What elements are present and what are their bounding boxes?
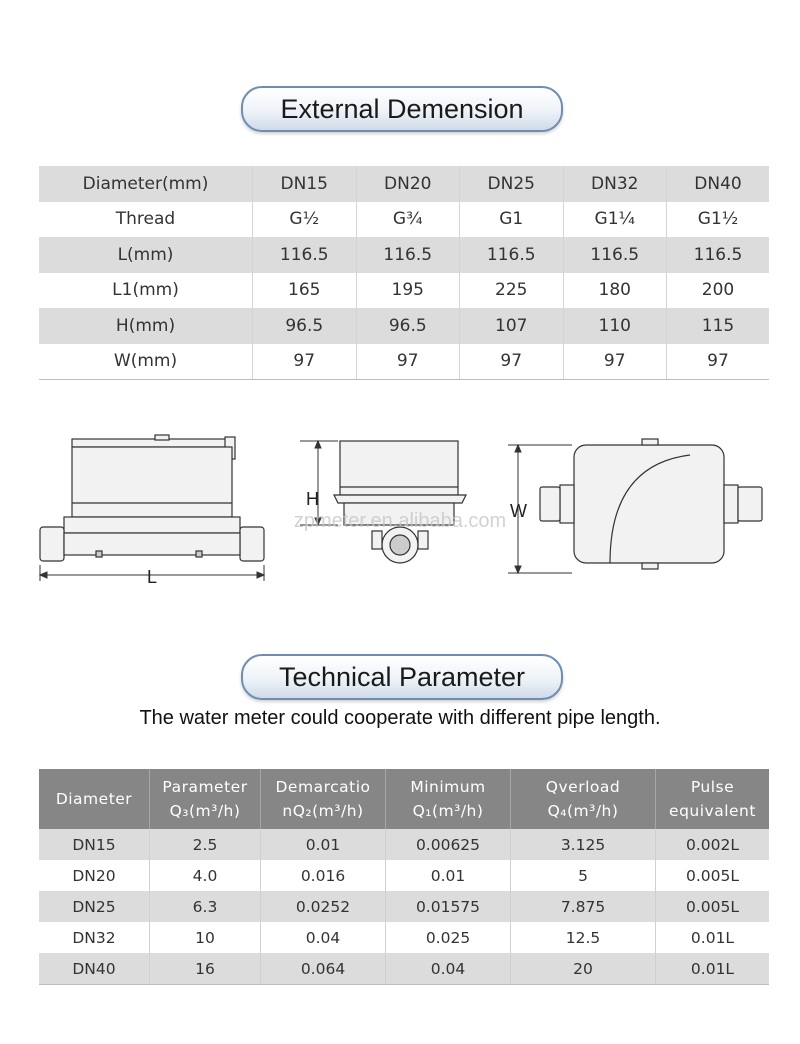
header-pulse: Pulse equivalent [656,769,770,829]
header-diameter: Diameter [39,769,150,829]
table-cell: 5 [511,860,656,891]
table-cell: G1¼ [563,202,667,238]
table-row [39,860,769,891]
header-q4: Qverload Q₄(m³/h) [511,769,656,829]
table-cell: 225 [460,273,564,309]
table-cell: L1(mm) [39,273,253,309]
table-cell: 195 [356,273,460,309]
table-cell: DN32 [563,166,667,202]
table-cell: 116.5 [460,237,564,273]
table-cell: 0.00625 [386,829,511,860]
dimension-table [39,166,769,380]
table-cell: 20 [511,953,656,985]
table-cell: DN25 [39,891,150,922]
width-label: W [510,501,527,521]
table-cell: 6.3 [150,891,261,922]
technical-subtitle: The water meter could cooperate with different pipe length. [139,707,661,729]
table-header-row [39,769,769,829]
table-cell: Diameter(mm) [39,166,253,202]
table-cell: DN40 [667,166,770,202]
table-cell: DN20 [39,860,150,891]
table-cell: 116.5 [667,237,770,273]
table-cell: 97 [460,344,564,380]
table-cell: DN25 [460,166,564,202]
table-cell: 180 [563,273,667,309]
watermark: zpmeter.en.alibaba.com [293,510,507,532]
table-cell: DN20 [356,166,460,202]
table-cell: 110 [563,308,667,344]
meter-dimension-drawings [0,425,800,600]
technical-parameter-table [39,769,769,985]
table-cell: DN32 [39,922,150,953]
table-cell: 16 [150,953,261,985]
table-cell: 0.04 [261,922,386,953]
technical-parameter-title [241,654,563,700]
top-view-drawing [540,439,762,569]
table-row [39,202,769,238]
table-cell: 2.5 [150,829,261,860]
table-cell: 0.01 [261,829,386,860]
table-cell: 0.01575 [386,891,511,922]
table-cell: 0.005L [656,891,770,922]
table-cell: 0.04 [386,953,511,985]
table-cell: 0.002L [656,829,770,860]
table-cell: 0.0252 [261,891,386,922]
table-cell: 3.125 [511,829,656,860]
table-cell: 0.064 [261,953,386,985]
table-cell: 0.01L [656,953,770,985]
table-cell: 115 [667,308,770,344]
table-cell: W(mm) [39,344,253,380]
external-dimension-title [241,86,563,132]
header-q2: Demarcatio nQ₂(m³/h) [261,769,386,829]
table-cell: 0.01L [656,922,770,953]
header-q1: Minimum Q₁(m³/h) [386,769,511,829]
table-cell: DN40 [39,953,150,985]
table-cell: G¾ [356,202,460,238]
table-cell: 0.01 [386,860,511,891]
table-cell: DN15 [253,166,357,202]
table-cell: 116.5 [253,237,357,273]
external-dimension-title-text: External Demension [280,93,524,124]
table-cell: Thread [39,202,253,238]
table-cell: 165 [253,273,357,309]
table-cell: 10 [150,922,261,953]
table-row [39,308,769,344]
table-row [39,829,769,860]
table-cell: DN15 [39,829,150,860]
table-row [39,237,769,273]
table-cell: 116.5 [563,237,667,273]
table-cell: 107 [460,308,564,344]
table-cell: 200 [667,273,770,309]
table-row [39,344,769,380]
front-view-drawing [40,435,264,561]
table-cell: 7.875 [511,891,656,922]
height-label: H [306,489,319,509]
table-cell: 97 [667,344,770,380]
table-row [39,891,769,922]
table-cell: 96.5 [253,308,357,344]
table-cell: 97 [356,344,460,380]
table-cell: G1 [460,202,564,238]
table-cell: 96.5 [356,308,460,344]
table-cell: 12.5 [511,922,656,953]
table-cell: 0.025 [386,922,511,953]
table-cell: H(mm) [39,308,253,344]
table-cell: G½ [253,202,357,238]
table-cell: L(mm) [39,237,253,273]
table-cell: 0.016 [261,860,386,891]
table-row [39,166,769,202]
table-row [39,922,769,953]
table-cell: 97 [253,344,357,380]
technical-parameter-title-text: Technical Parameter [278,661,526,692]
table-cell: 4.0 [150,860,261,891]
header-q3: Parameter Q₃(m³/h) [150,769,261,829]
table-cell: 97 [563,344,667,380]
side-view-drawing [334,441,466,563]
table-cell: G1½ [667,202,770,238]
table-row [39,953,769,985]
table-row [39,273,769,309]
length-label: L [147,567,158,587]
table-cell: 0.005L [656,860,770,891]
table-cell: 116.5 [356,237,460,273]
